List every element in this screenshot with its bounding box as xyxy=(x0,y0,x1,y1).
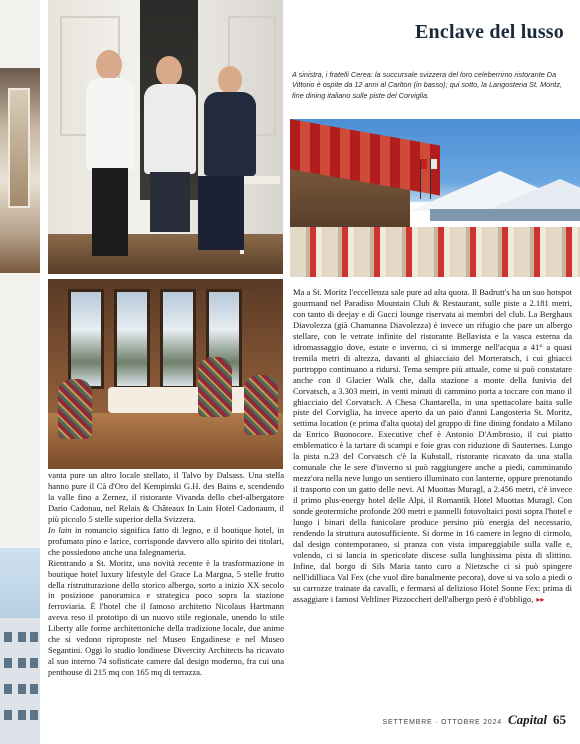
article-paragraph: Ma a St. Moritz l'eccellenza sale pure ad alta quota. Il Badrutt's ha un suo hotspot gourmand nel Paradiso Mountain Club & Restaurant, sulle piste a 2.181 metri, con tanto di deejay e di Gucci lounge riservata ai membri del club. La Berghaus Diavolezza (già Chamanna Diavolezza) è invece un rifugio che pare un albergo stellare, con le vetrate infinite del ristorante Bellavista e la vasca esterna da idromassaggio dove, estate e inverno, ci si immerge nell'acqua a 41° a quasi tremila metri di altezza, davanti al ghiacciaio del Morteratsch, i cui ghiacci purtroppo continuano a ridursi. Tema sempre più attuale, come si può constatare anche con il Glacier Walk che, dalla stazione a monte della funivia del Corvatsch, a 3.303 metri, in venti minuti di cammino porta a toccare con mano il ghiacciaio del Corvatsch. A Chesa Chantarella, in una spettacolare baita sulle piste del Corviglia, ha invece aperto da un paio d'anni Langosteria St. Moritz, settima location (e prima d'alta quota) del gruppo di fine dining fondato a Milano da Enrico Buonocore. Executive chef è Antonio D'Ambrosio, il cui piatto emblematico è la tartare di scampi e foie gras con riduzione di Sauternes. Lungo la pista n.23 del Corvatsch c'è la Kuhstall, ristorante ricavato da una stalla comunale che le sere d'inverno si può raggiungere anche a piedi, camminando mezz'ora nella neve lungo un sentiero illuminato con lanterne, oppure prenotando il trasporto con un gatto delle nevi. Al Muottas Muragl, a 2.456 metri, c'è invece il primo plus-energy hotel delle Alpi, il Romantik Hotel Muottas Muragl. Con sonde geotermiche profonde 200 metri e pannelli fotovoltaici posti sopra l'hotel e lungo i binari della funicolare produce persino più energia del necessario, rendendo la struttura autosufficiente. Si dorme in 16 camere in legno di cirmolo, dal design contemporaneo, si pranza con vista impareggiabile sulla valle e, volendo, ci si lancia in spericolate discese sulla lunghissima pista di slittino. Infine, dal borgo di Sils Maria tanto caro a Nietzsche ci si può spingere nell'idilliaca Val Fex (che vuol dire banalmente pecora), dove si va solo a piedi o su carrozze trainate da cavalli, e fermarsi al delizioso Hotel Sonne Fex: prima di assaggiare i famosi Veltliner Pizzoccheri dell'albergo però è d'obbligo, ▸▸ xyxy=(293,287,572,604)
photo-caption: A sinistra, i fratelli Cerea: la succursale svizzera del loro celeberrimo ristorante Da Vittorio è ospite da 12 anni al Carlton (in basso); qui sotto, la Langosteria St. Moritz, fine dining italiano sulle piste del Corviglia. xyxy=(292,70,562,100)
chefs-photo xyxy=(48,0,283,274)
page-number: 65 xyxy=(553,712,566,727)
issue-date: SETTEMBRE · OTTOBRE 2024 xyxy=(382,719,502,726)
italic-term: In lain xyxy=(48,524,72,535)
terrace-photo xyxy=(290,119,580,277)
magazine-name: Capital xyxy=(507,712,547,727)
dining-room-photo xyxy=(48,279,283,469)
adjacent-page-photo-bottom xyxy=(0,548,40,744)
continue-arrow-icon: ▸▸ xyxy=(536,594,545,604)
article-body-left-column xyxy=(48,470,284,678)
page-footer xyxy=(383,712,566,728)
article-body-right-column xyxy=(293,287,572,606)
adjacent-page-photo-top xyxy=(0,68,40,273)
article-paragraph: In lain in romancio significa fatto di legno, e il boutique hotel, in profumato pino e larice, corrisponde davvero allo spirito dei titolari, che possiedono anche una falegnameria. xyxy=(48,524,285,557)
adjacent-page-strip xyxy=(0,0,40,744)
page-headline: Enclave del lusso xyxy=(415,21,564,43)
article-paragraph: vanta pure un altro locale stellato, il Talvo by Dalsass. Una stella hanno pure il Cà d'Oro del Kempinski G.H. des Bains e, scendendo la valle fino a Zernez, il ristorante Vivanda dello chef-albergatore Dario Cadonau, nel Relais & Châteaux In Lain Hotel Cadonaum, il più piccolo 5 stelle superior della Svizzera. xyxy=(48,470,284,524)
article-paragraph: Rientrando a St. Moritz, una novità recente è la trasformazione in boutique hotel luxury lifestyle del Grace La Margna, 5 stelle frutto della ristrutturazione dello storico albergo, sorto a inizio XX secolo in posizione panoramica e strategica poco sopra la stazione ferroviaria. È l'hotel che il famoso architetto Nicolaus Hartmann aveva reso il prototipo di un nuovo stile regionale, unendo lo stile Liberty alle forme architettoniche della tradizione locale, due anime che si vedono riproposte nel Museo Engadinese e nel Museo Segantini. Oggi lo studio londinese Divercity Architects ha ricavato al suo interno 74 sofisticate camere dal design moderno, fra cui una penthouse di 215 mq con 165 mq di terrazza. xyxy=(48,557,284,678)
